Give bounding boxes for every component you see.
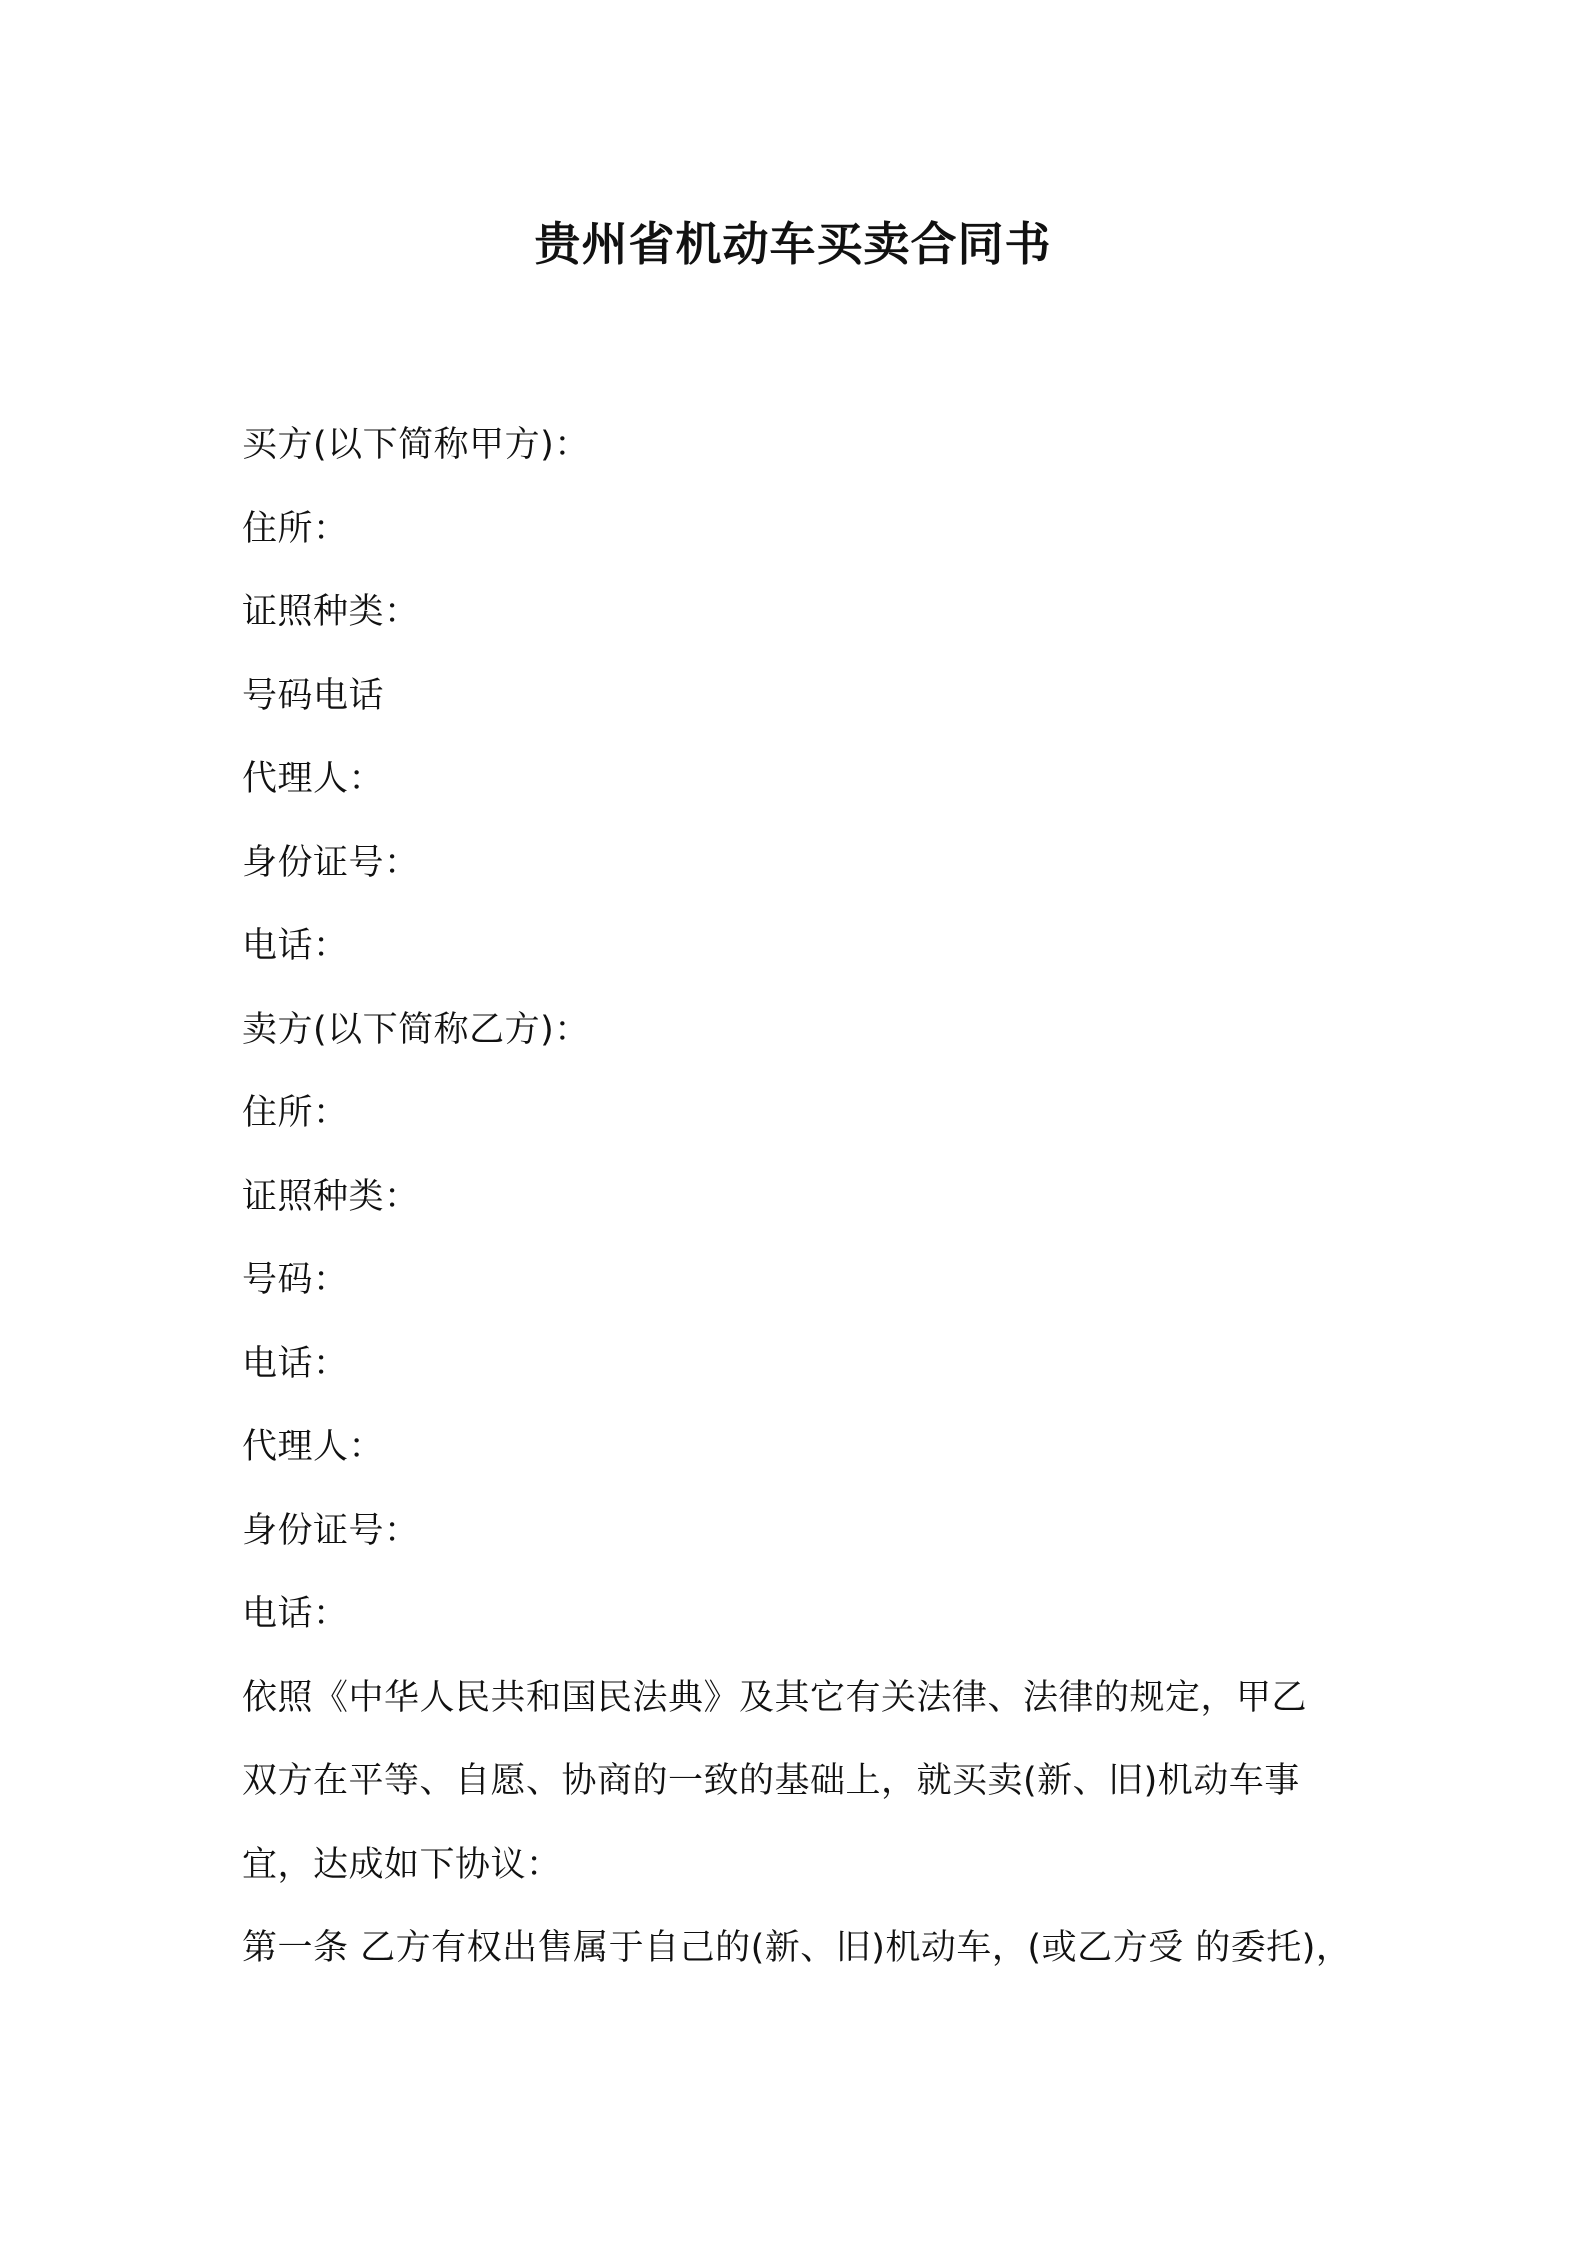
- seller-agent-phone-label: 电话：: [242, 1594, 349, 1634]
- seller-label: 卖方(以下简称乙方)：: [242, 1009, 590, 1050]
- seller-number-label: 号码：: [242, 1260, 349, 1300]
- buyer-agent-label: 代理人：: [242, 759, 385, 799]
- buyer-address-label: 住所：: [242, 508, 349, 549]
- seller-id-type-label: 证照种类：: [242, 1176, 420, 1217]
- buyer-id-number-label: 身份证号：: [242, 842, 420, 883]
- article-one-line: 第一条 乙方有权出售属于自己的(新、旧)机动车，(或乙方受 的委托)，: [242, 1928, 1352, 1968]
- seller-address-label: 住所：: [242, 1093, 349, 1133]
- preamble-line-1: 依照《中华人民共和国民法典》及其它有关法律、法律的规定，甲乙: [242, 1677, 1308, 1718]
- preamble-line-2: 双方在平等、自愿、协商的一致的基础上，就买卖(新、旧)机动车事: [242, 1761, 1300, 1801]
- preamble-line-3: 宜，达成如下协议：: [242, 1844, 562, 1885]
- seller-agent-label: 代理人：: [242, 1427, 385, 1467]
- buyer-number-phone-label: 号码电话: [242, 675, 385, 716]
- buyer-label: 买方(以下简称甲方)：: [242, 425, 590, 465]
- contract-body: [242, 404, 1372, 1991]
- seller-phone-label: 电话：: [242, 1343, 349, 1384]
- buyer-id-type-label: 证照种类：: [242, 592, 420, 632]
- buyer-phone-label: 电话：: [242, 926, 349, 966]
- document-title: 贵州省机动车买卖合同书: [534, 217, 1052, 271]
- seller-id-number-label: 身份证号：: [242, 1510, 420, 1551]
